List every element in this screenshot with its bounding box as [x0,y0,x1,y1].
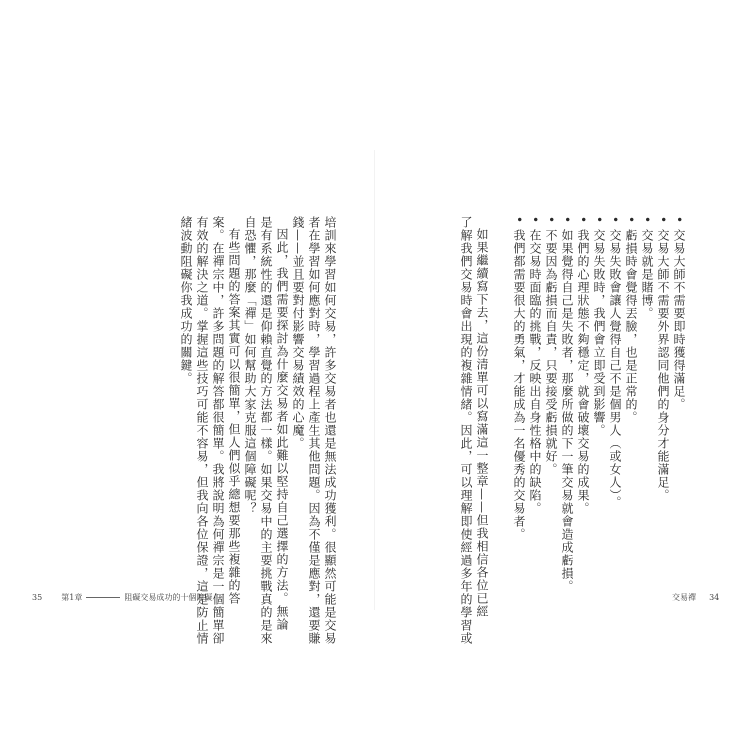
chapter-rule [86,597,120,598]
bullet-item: • 交易大師不需要即時獲得滿足。 [672,216,686,411]
bullet-item: • 如果覺得自己是失敗者，那麼所做的下一筆交易就會造成虧損。 [560,216,574,593]
chapter-label: 第1章 [61,593,83,602]
right-page-footer [672,592,719,603]
body-line: 因此，我們需要探討為什麼交易者如此難以堅持自己選擇的方法。無論 [275,228,289,631]
body-line: 是有系統性的還是仰賴直覺的方法都一樣。如果交易中的主要挑戰真的是來 [259,216,273,645]
left-page-footer [32,592,212,603]
bullet-item: • 我們的心理狀態不夠穩定，就會破壞交易的成果。 [576,216,590,515]
body-line: 培訓來學習如何交易，許多交易者也還是無法成功獲利。很顯然可能是交易 [323,216,337,645]
gutter [374,150,375,610]
page-number: 34 [709,593,720,602]
bullet-item: • 交易失敗會讓人覺得自己不是個男人（或女人）。 [608,216,622,509]
body-line: 有些問題的答案其實可以很簡單，但人們似乎總想要那些複雜的答 [227,228,241,605]
bullet-item: • 不要因為虧損而自責，只要接受虧損就好。 [544,216,558,476]
body-line: 自恐懼，那麼「禪」如何幫助大家克服這個障礙呢？ [243,216,257,515]
book-title: 交易禪 [672,593,696,602]
body-line: 案。在禪宗中，許多問題的解答都很簡單。我將說明為何禪宗是一個簡單卻 [211,216,225,645]
paragraph-line: 如果繼續寫下去，這份清單可以寫滿這一整章——但我相信各位已經 [475,228,489,618]
bullet-item: • 虧損時會覺得丟臉，也是正常的。 [624,216,638,424]
bullet-item: • 交易大師不需要外界認同他們的身分才能滿足。 [656,216,670,502]
paragraph-line: 了解我們交易時會出現的複雜情緒。因此，可以理解即使經過多年的學習或 [459,216,473,645]
chapter-title: 阻礙交易成功的十個障礙 [124,593,213,602]
page-number: 35 [32,593,43,602]
bullet-item: • 我們都需要很大的勇氣，才能成為一名優秀的交易者。 [512,216,526,541]
body-line: 錢——並且要對付影響交易績效的心魔。 [291,216,305,450]
bullet-item: • 交易失敗時，我們會立即受到影響。 [592,216,606,437]
bullet-item: • 交易就是賭博。 [640,216,654,320]
body-line: 有效的解決之道。掌握這些技巧可能不容易，但我向各位保證，這是防止情 [195,216,209,645]
body-line: 者在學習如何應對時，學習過程上產生其他問題。因為不僅是應對，還要賺 [307,216,321,645]
body-line: 緒波動阻礙你我成功的關鍵。 [179,216,193,385]
bullet-item: • 在交易時面臨的挑戰，反映出自身性格中的缺陷。 [528,216,542,515]
